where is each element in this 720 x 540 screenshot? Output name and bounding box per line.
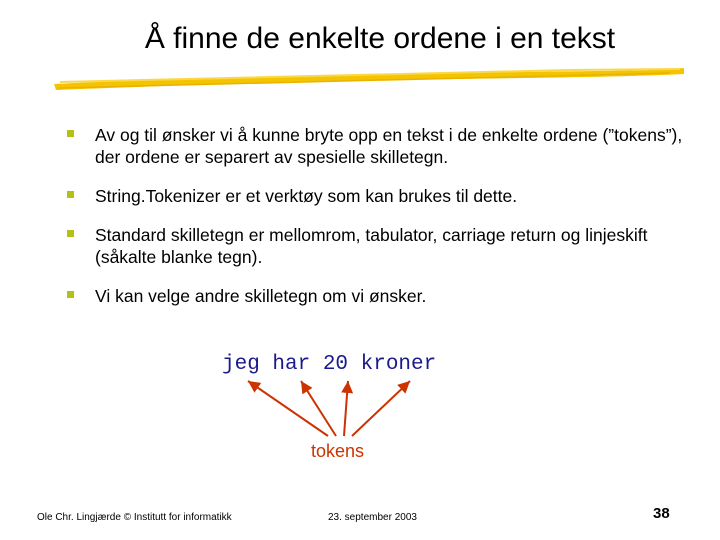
arrow-to-jeg [248, 381, 328, 436]
arrow-to-har [301, 381, 336, 436]
bullet-text: Standard skilletegn er mellomrom, tabulator, carriage return og linjeskift (såkalte blanke tegn). [95, 225, 648, 267]
arrow-to-kroner [352, 381, 410, 436]
code-example: jeg har 20 kroner [222, 353, 437, 376]
bullet-text: Vi kan velge andre skilletegn om vi ønsker. [95, 286, 427, 306]
arrow-to-20 [344, 381, 348, 436]
page-number: 38 [653, 505, 670, 522]
slide-title: Å finne de enkelte ordene i en tekst [144, 22, 616, 55]
footer-author: Ole Chr. Lingjærde © Institutt for informatikk [37, 512, 232, 523]
footer-date: 23. september 2003 [328, 512, 417, 523]
bullet-text: Av og til ønsker vi å kunne bryte opp en tekst i de enkelte ordene (”tokens”), der ordene er separert av spesielle skilletegn. [95, 125, 683, 167]
bullet-text: String.Tokenizer er et verktøy som kan brukes til dette. [95, 186, 518, 206]
tokens-label: tokens [311, 441, 365, 461]
